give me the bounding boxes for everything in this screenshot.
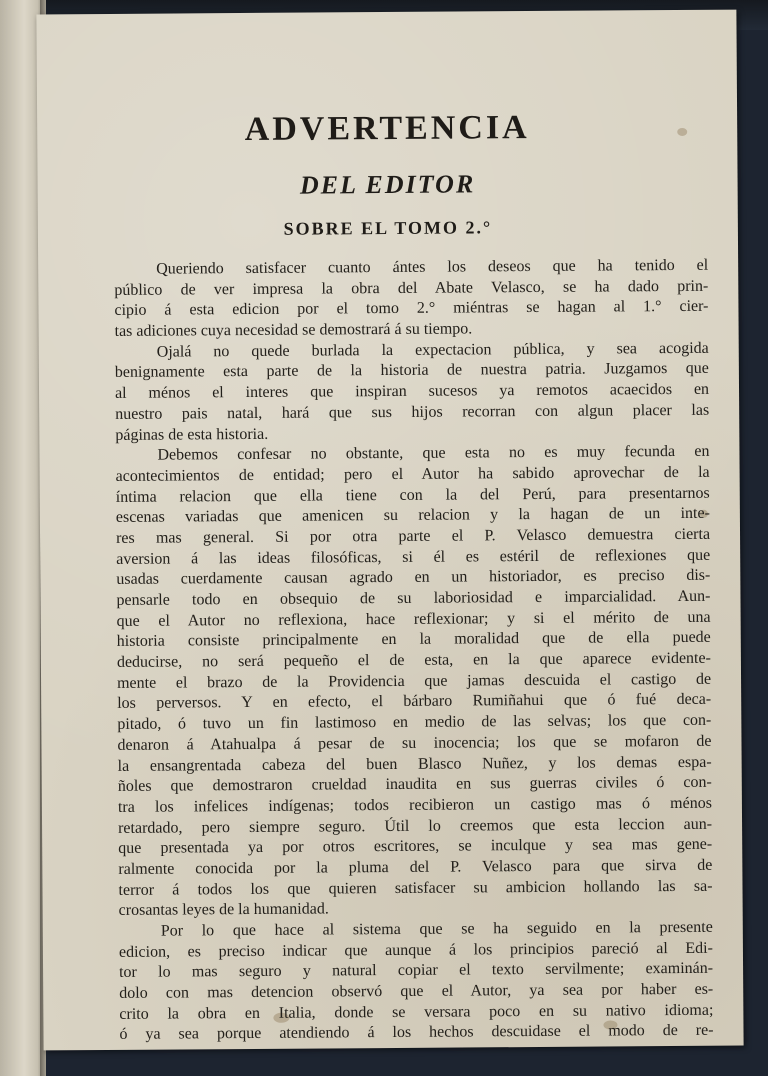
text-line: que el Autor no reflexiona, hace reflexionar; y si el mérito de una [116, 608, 711, 630]
text-line: historia consiste principalmente en la moralidad que de ella puede [116, 629, 711, 651]
text-line: ñoles que demostraron crueldad inaudita en sus guerras civiles ó con- [117, 773, 712, 796]
text-line: íntima relacion que ella tiene con la del Perú, para presentarnos [115, 484, 710, 506]
text-line: tas adiciones cuya necesidad se demostrará á su tiempo. [114, 320, 473, 340]
page-title: ADVERTENCIA [244, 109, 530, 149]
text-line: al ménos el interes que inspiran sucesos ya remotos acaecidos en [114, 380, 710, 403]
book-page [36, 10, 743, 1051]
text-line: aversion á las ideas filosóficas, si él es estéril de reflexiones que [116, 546, 711, 568]
text-line: público de ver impresa la obra del Abate Velasco, se ha dado prin- [114, 277, 709, 299]
text-line: pitado, ó tuvo un fin lastimoso en medio de las selvas; los que con- [117, 711, 712, 734]
text-line: deducirse, no será pequeño el de esta, en la que aparece evidente- [116, 649, 711, 671]
text-line: nuestro pais natal, hará que sus hijos recorran con algun placer las [115, 401, 710, 423]
page-subtitle: DEL EDITOR [299, 169, 476, 200]
text-line: mente el brazo de la Providencia que jamas descuida el castigo de [117, 670, 712, 692]
text-line: denaron á Atahualpa á pesar de su inocencia; los que se mofaron de [117, 732, 712, 754]
text-line: tor lo mas seguro y natural copiar el texto servilmente; examinán- [119, 960, 714, 982]
page-subheading: SOBRE EL TOMO 2.° [283, 217, 493, 239]
text-line: Queriendo satisfacer cuanto ántes los deseos que ha tenido el [156, 256, 709, 278]
text-line: crosantas leyes de la humanidad. [118, 900, 329, 920]
text-line: Debemos confesar no obstante, que esta no es muy fecunda en [157, 442, 710, 464]
text-line: que presentada ya por otros escritores, se inculque y sea mas gene- [118, 836, 713, 858]
text-line: tra los infelices indígenas; todos recibieron un castigo mas ó ménos [117, 794, 712, 816]
text-line: benignamente esta parte de la historia de nuestra patria. Juzgamos que [114, 360, 709, 382]
text-line: la ensangrentada cabeza del buen Blasco Nuñez, y los demas espa- [117, 753, 712, 775]
text-line: Ojalá no quede burlada la expectacion pública, y sea acogida [156, 339, 709, 361]
text-line: dolo con mas detencion observó que el Autor, ya sea por haber es- [119, 980, 714, 1002]
text-line: retardado, pero siempre seguro. Útil lo creemos que esta leccion aun- [118, 815, 713, 837]
text-line: ó ya sea porque atendiendo á los hechos descuidase el modo de re- [119, 1022, 714, 1044]
text-line: pensarle todo en obsequio de su laboriosidad e imparcialidad. Aun- [116, 587, 711, 609]
text-line: terror á todos los que quieren satisfacer su ambicion hollando las sa- [118, 877, 713, 899]
body-text [114, 256, 713, 1046]
text-line: escenas variadas que amenicen su relacion y la hagan de un inte- [115, 505, 710, 527]
text-line: Por lo que hace al sistema que se ha seguido en la presente [160, 918, 713, 940]
text-line: edicion, es preciso indicar que aunque á los principios pareció al Edi- [118, 939, 713, 961]
text-line: ralmente conocida por la pluma del P. Velasco para que sirva de [118, 856, 713, 878]
text-line: usadas cuerdamente causan agrado en un historiador, es preciso dis- [116, 567, 711, 589]
text-line: crito la obra en Italia, donde se versara poco en su nativo idioma; [119, 1001, 714, 1023]
text-line: los perversos. Y en efecto, el bárbaro Rumiñahui que ó fué deca- [117, 691, 712, 713]
text-line: res mas general. Si por otra parte el P. Velasco demuestra cierta [115, 525, 711, 547]
text-line: cipio á esta edicion por el tomo 2.° miéntras se hagan al 1.° cier- [114, 298, 709, 320]
text-line: acontecimientos de entidad; pero el Autor ha sabido aprovechar de la [115, 463, 710, 485]
text-line: páginas de esta historia. [115, 425, 269, 444]
